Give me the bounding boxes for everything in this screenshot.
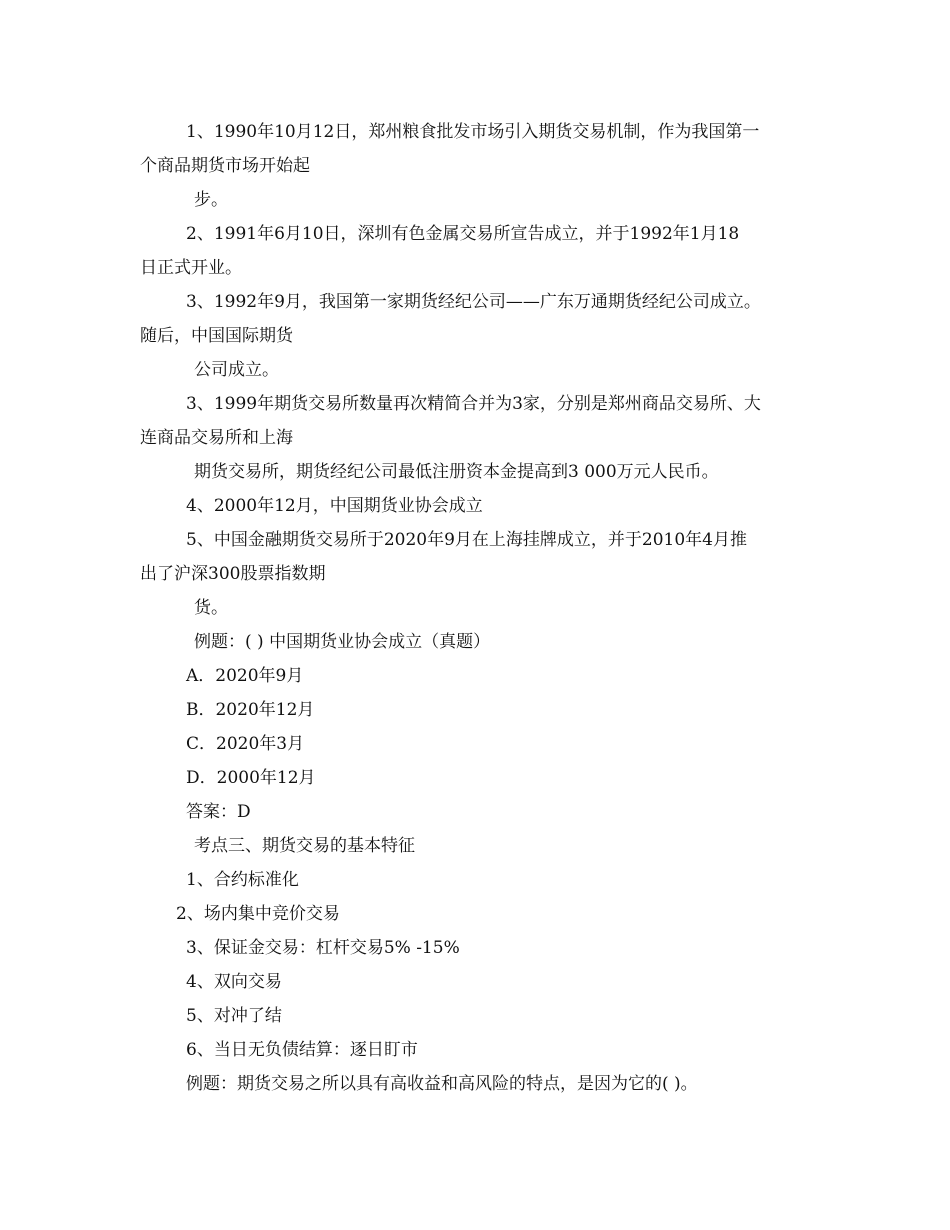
text-line: 答案：D [186, 802, 251, 822]
section-heading: 考点三、期货交易的基本特征 [194, 836, 415, 856]
text-line: 4、双向交易 [186, 972, 282, 992]
text-line: 5、中国金融期货交易所于2020年9月在上海挂牌成立，并于2010年4月推 [186, 530, 747, 550]
text-line: D．2000年12月 [186, 768, 316, 788]
text-line: 个商品期货市场开始起 [140, 156, 310, 176]
text-line: 2、1991年6月10日，深圳有色金属交易所宣告成立，并于1992年1月18 [186, 224, 740, 244]
text-line: 6、当日无负债结算：逐日盯市 [186, 1040, 418, 1060]
text-line: 4、2000年12月，中国期货业协会成立 [186, 496, 483, 516]
text-line: 日正式开业。 [140, 258, 242, 278]
text-line: 3、1999年期货交易所数量再次精简合并为3家，分别是郑州商品交易所、大 [186, 394, 761, 414]
text-line: 步。 [194, 190, 228, 210]
text-line: 期货交易所，期货经纪公司最低注册资本金提高到3 000万元人民币。 [194, 462, 719, 482]
text-line: 1、合约标准化 [186, 870, 299, 890]
text-line: 3、保证金交易：杠杆交易5% -15% [186, 938, 460, 958]
text-line: 5、对冲了结 [186, 1006, 282, 1026]
text-line: 3、1992年9月，我国第一家期货经纪公司——广东万通期货经纪公司成立。 [186, 292, 761, 312]
text-line: 随后，中国国际期货 [140, 326, 293, 346]
text-line: 例题：期货交易之所以具有高收益和高风险的特点，是因为它的( )。 [186, 1074, 698, 1094]
text-line: 1、1990年10月12日，郑州粮食批发市场引入期货交易机制，作为我国第一 [186, 122, 760, 142]
text-line: 出了沪深300股票指数期 [140, 564, 326, 584]
text-line: B．2020年12月 [186, 700, 315, 720]
text-line: 货。 [194, 598, 228, 618]
text-line: 2、场内集中竞价交易 [176, 904, 340, 924]
text-line: C．2020年3月 [186, 734, 305, 754]
text-line: A．2020年9月 [186, 666, 304, 686]
text-line: 公司成立。 [194, 360, 279, 380]
text-line: 连商品交易所和上海 [140, 428, 293, 448]
text-line: 例题：( ) 中国期货业协会成立（真题） [194, 632, 491, 652]
